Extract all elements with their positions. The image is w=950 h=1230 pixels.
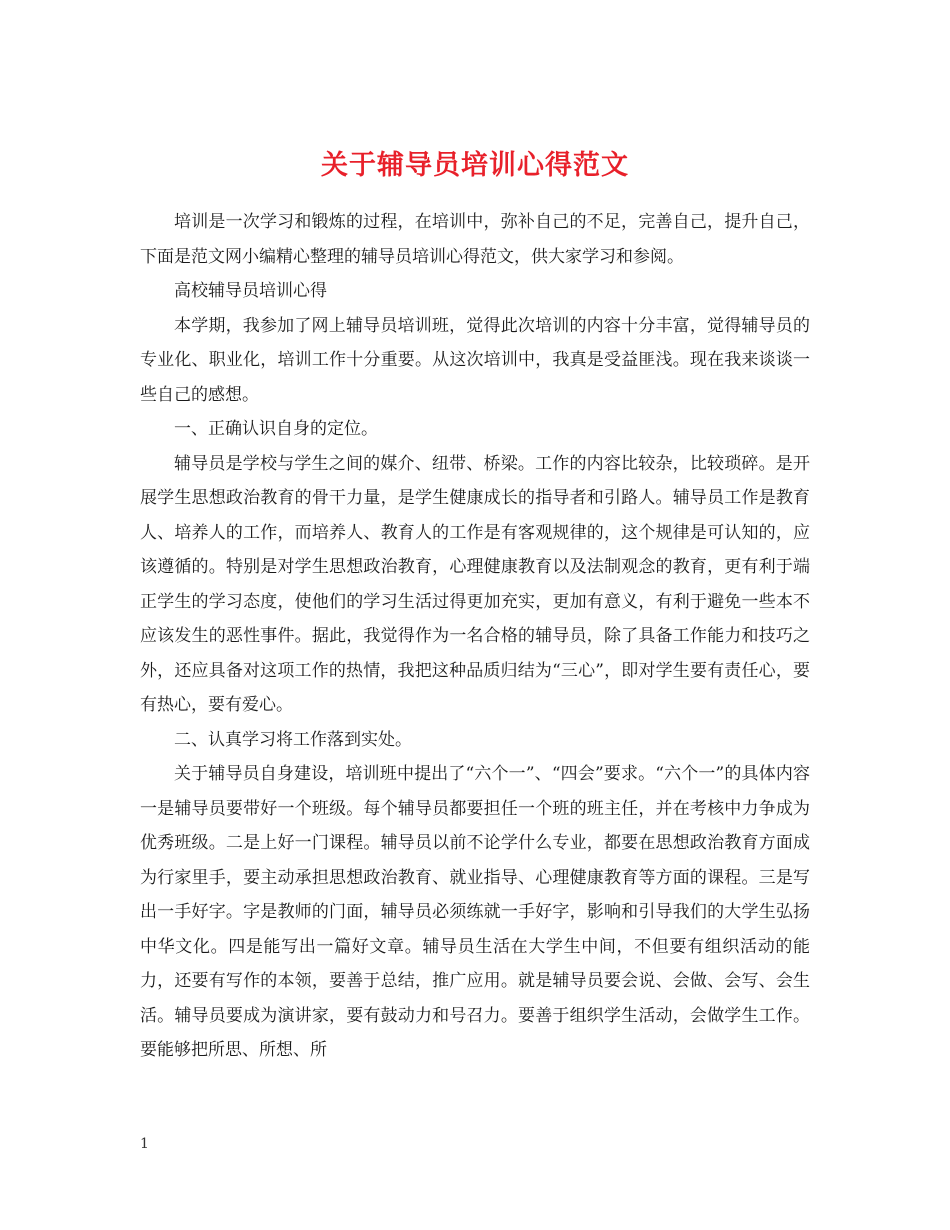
section-heading-1: 一、正确认识自身的定位。 <box>174 419 378 439</box>
paragraph-opening: 本学期，我参加了网上辅导员培训班，觉得此次培训的内容十分丰富，觉得辅导员的专业化、职业化，培训工作十分重要。从这次培训中，我真是受益匪浅。现在我来谈谈一些自己的感想。 <box>140 315 810 405</box>
paragraph-intro: 培训是一次学习和锻炼的过程，在培训中，弥补自己的不足，完善自己，提升自己，下面是范文网小编精心整理的辅导员培训心得范文，供大家学习和参阅。 <box>140 212 810 267</box>
page-number: 1 <box>140 1136 149 1152</box>
paragraph-section-2: 关于辅导员自身建设，培训班中提出了“六个一”、“四会”要求。“六个一”的具体内容一是辅导员要带好一个班级。每个辅导员都要担任一个班的班主任，并在考核中力争成为优秀班级。二是上好一门课程。辅导员以前不论学什么专业，都要在思想政治教育方面成为行家里手，要主动承担思想政治教育、就业指导、心理健康教育等方面的课程。三是写出一手好字。字是教师的门面，辅导员必须练就一手好字，影响和引导我们的大学生弘扬中华文化。四是能写出一篇好文章。辅导员生活在大学生中间，不但要有组织活动的能力，还要有写作的本领，要善于总结，推广应用。就是辅导员要会说、会做、会写、会生活。辅导员要成为演讲家，要有鼓动力和号召力。要善于组织学生活动，会做学生工作。要能够把所思、所想、所 <box>140 764 810 1060</box>
paragraph-section-1: 辅导员是学校与学生之间的媒介、纽带、桥梁。工作的内容比较杂，比较琐碎。是开展学生思想政治教育的骨干力量，是学生健康成长的指导者和引路人。辅导员工作是教育人、培养人的工作，而培养人、教育人的工作是有客观规律的，这个规律是可认知的，应该遵循的。特别是对学生思想政治教育，心理健康教育以及法制观念的教育，更有利于端正学生的学习态度，使他们的学习生活过得更加充实，更加有意义，有利于避免一些本不应该发生的恶性事件。据此，我觉得作为一名合格的辅导员，除了具备工作能力和技巧之外，还应具备对这项工作的热情，我把这种品质归结为“三心”，即对学生要有责任心，要有热心，要有爱心。 <box>140 453 810 715</box>
section-heading-2: 二、认真学习将工作落到实处。 <box>174 729 412 750</box>
document-body <box>140 205 810 1068</box>
paragraph-subtitle: 高校辅导员培训心得 <box>174 281 327 301</box>
document-title: 关于辅导员培训心得范文 <box>321 150 629 182</box>
